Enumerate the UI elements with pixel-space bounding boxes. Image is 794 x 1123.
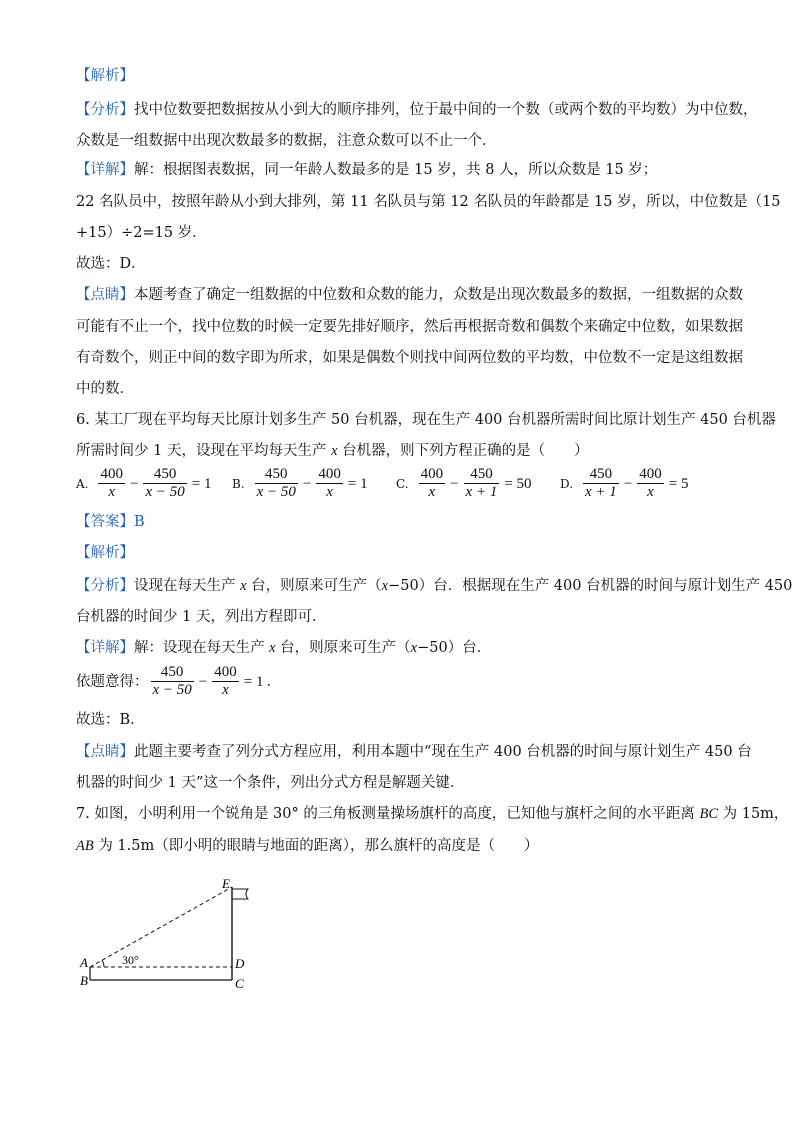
text: −50）台．根据现在生产 400 台机器的时间与原计划生产 450 [388,578,793,594]
q6-stem-line-2 [76,441,726,461]
fraction [637,466,664,501]
q7-stem-line-2 [76,836,726,856]
denominator: x − 50 [256,484,296,500]
detail-text: 解：根据图表数据，同一年龄人数最多的是 15 岁，共 8 人，所以众数是 15 岁； [134,162,658,178]
operator: − [198,673,208,690]
fraction [583,466,619,501]
fraction [143,466,186,501]
q6-choice-line: 故选：B． [76,712,145,728]
q6-answer: 【答案】B [76,514,145,530]
segment-ae-dashed [90,887,232,967]
variable: x [269,640,276,656]
analysis-tag: 【分析】 [76,102,134,118]
operator: − [450,475,459,492]
q6-comment-line-1 [76,742,752,762]
q6-comment-line-2: 机器的时间少 1 天”这一个条件，列出分式方程是解题关键． [76,775,465,791]
q6-option-d [560,466,691,501]
flagpole-figure [70,870,270,1000]
analysis-tag: 【分析】 [76,578,134,594]
q6-stem-part: 台机器，则下列方程正确的是（ ） [337,443,589,459]
q6-analysis-line-2: 台机器的时间少 1 天，列出方程即可． [76,609,327,625]
detail-line-3: +15）÷2=15 岁． [76,225,207,241]
fraction [98,466,125,501]
numerator: 450 [464,466,500,484]
comment-line-1 [76,285,743,305]
angle-arc [102,960,104,967]
text: 7. 如图，小明利用一个锐角是 30° 的三角板测量操场旗杆的高度，已知他与旗杆之间的水平距离 [76,806,700,822]
q6-analysis-line-1 [76,576,793,596]
text: 为 1.5m（即小明的眼睛与地面的距离），那么旗杆的高度是（ ） [93,838,539,854]
q7-stem-line-1 [76,804,789,824]
analysis-line-2: 众数是一组数据中出现次数最多的数据，注意众数可以不止一个． [76,133,497,149]
denominator: x + 1 [465,484,498,500]
numerator: 450 [583,466,619,484]
numerator: 450 [255,466,298,484]
label-b: B [80,973,88,988]
detail-tag: 【详解】 [76,640,134,656]
fraction [151,664,194,699]
denominator: x − 50 [145,484,185,500]
comment-tag: 【点睛】 [76,744,134,760]
text: −50）台． [417,640,492,656]
numerator: 400 [420,466,444,482]
q6-option-c [396,466,535,501]
label-e: E [222,876,230,891]
label-d: D [235,956,245,971]
comment-line-3: 有奇数个，则正中间的数字即为所求，如果是偶数个则找中间两位数的平均数，中位数不一定是这组数据 [76,350,743,366]
numerator: 400 [214,664,237,680]
comment-tag: 【点睛】 [76,287,134,303]
analysis-text: 找中位数要把数据按从小到大的顺序排列，位于最中间的一个数（或两个数的平均数）为中位数， [134,102,758,118]
operator: − [302,475,312,492]
option-letter: A. [76,476,89,491]
angle-label: 30° [122,953,139,967]
analysis-line-1 [76,100,758,120]
text: 解：设现在每天生产 [134,640,270,656]
rhs: = 1 [243,673,264,690]
variable: x [410,640,418,656]
text: 此题主要考查了列分式方程应用，利用本题中“现在生产 400 台机器的时间与原计划生产 450 台 [134,744,752,760]
detail-tag: 【详解】 [76,162,134,178]
variable: x [240,578,247,594]
numerator: 400 [639,466,662,482]
fraction [316,466,343,501]
segment-ab: AB [76,838,94,854]
numerator: 400 [318,466,341,482]
label-c: C [235,976,244,991]
comment-line-4: 中的数． [76,381,134,397]
option-letter: D. [560,476,574,491]
denominator: x + 1 [585,484,617,500]
label-a: A [80,955,88,970]
numerator: 400 [100,466,123,482]
rhs: = 1 [347,475,368,492]
denominator: x − 50 [152,682,192,698]
q6-equation-line [76,664,726,699]
option-letter: C. [396,476,409,491]
q6-option-b [232,466,371,501]
numerator: 450 [151,664,194,682]
text: 设现在每天生产 [134,578,241,594]
fraction [255,466,298,501]
choice-line: 故选：D． [76,256,146,272]
q6-variable: x [331,443,338,459]
denominator: x [326,484,333,500]
rhs: = 50 [504,475,532,492]
fraction [212,664,239,699]
jiexi-heading: 【解析】 [76,68,134,84]
q6-detail-line-1 [76,638,726,658]
fraction [464,466,500,501]
comment-line-2: 可能有不止一个，找中位数的时候一定要先排好顺序，然后再根据奇数和偶数个来确定中位数，如果数据 [76,319,743,335]
operator: − [129,475,139,492]
rhs: = 5 [668,475,689,492]
q6-stem-part: 所需时间少 1 天，设现在平均每天生产 [76,443,332,459]
q6-stem-line-1: 6. 某工厂现在平均每天比原计划多生产 50 台机器，现在生产 400 台机器所需时间比原计划生产 450 台机器 [76,412,776,428]
variable: x [381,578,389,594]
detail-line-2: 22 名队员中，按照年龄从小到大排列，第 11 名队员与第 12 名队员的年龄都是 15 岁，所以，中位数是（15 [76,194,781,210]
segment-bc: BC [699,806,718,822]
detail-line-1 [76,160,726,180]
option-letter: B. [232,476,245,491]
text: 台，则原来可生产（ [246,578,382,594]
q6-jiexi-heading: 【解析】 [76,545,134,561]
rhs: = 1 [191,475,212,492]
fraction [419,466,446,501]
equation-label: 依题意得： [76,673,149,690]
comment-text: 本题考查了确定一组数据的中位数和众数的能力，众数是出现次数最多的数据，一组数据的众数 [134,287,743,303]
denominator: x [428,484,436,500]
numerator: 450 [143,466,186,484]
flag-shape [232,889,248,899]
operator: − [623,475,633,492]
text: 为 15m， [718,806,789,822]
text: 台，则原来可生产（ [275,640,411,656]
period: ． [266,673,281,690]
denominator: x [108,484,116,500]
denominator: x [647,484,654,500]
denominator: x [222,682,229,698]
q6-option-a [76,466,214,501]
